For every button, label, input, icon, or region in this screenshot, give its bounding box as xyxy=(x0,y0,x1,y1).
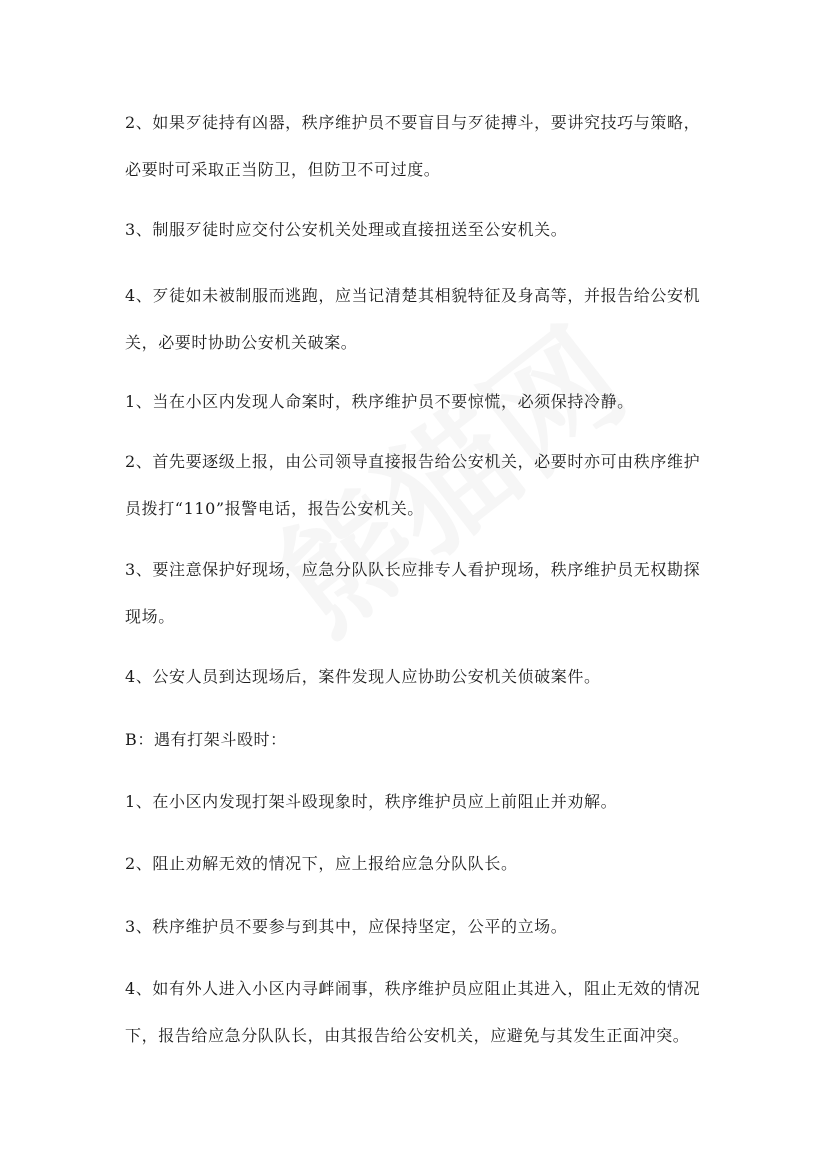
section-heading-b: B：遇有打架斗殴时： xyxy=(125,730,287,749)
paragraph-2: 3、制服歹徒时应交付公安机关处理或直接扭送至公安机关。 xyxy=(125,220,568,239)
paragraph-4: 1、当在小区内发现人命案时，秩序维护员不要惊慌，必须保持冷静。 xyxy=(125,392,634,411)
paragraph-11: 4、如有外人进入小区内寻衅闹事，秩序维护员应阻止其进入，阻止无效的情况下，报告给应急分队队长，由其报告给公安机关，应避免与其发生正面冲突。 xyxy=(125,979,701,1045)
paragraph-3: 4、歹徒如未被制服而逃跑，应当记清楚其相貌特征及身高等，并报告给公安机关，必要时协助公安机关破案。 xyxy=(125,286,701,352)
paragraph-6: 3、要注意保护好现场，应急分队队长应排专人看护现场，秩序维护员无权勘探现场。 xyxy=(125,560,701,626)
paragraph-9: 2、阻止劝解无效的情况下，应上报给应急分队队长。 xyxy=(125,854,518,873)
paragraph-5: 2、首先要逐级上报，由公司领导直接报告给公安机关，必要时亦可由秩序维护员拨打“110”报警电话，报告公安机关。 xyxy=(125,452,701,518)
paragraph-7: 4、公安人员到达现场后，案件发现人应协助公安机关侦破案件。 xyxy=(125,667,601,686)
paragraph-1: 2、如果歹徒持有凶器，秩序维护员不要盲目与歹徒搏斗，要讲究技巧与策略，必要时可采取正当防卫，但防卫不可过度。 xyxy=(125,113,701,179)
paragraph-10: 3、秩序维护员不要参与到其中，应保持坚定，公平的立场。 xyxy=(125,917,568,936)
paragraph-8: 1、在小区内发现打架斗殴现象时，秩序维护员应上前阻止并劝解。 xyxy=(125,792,618,811)
